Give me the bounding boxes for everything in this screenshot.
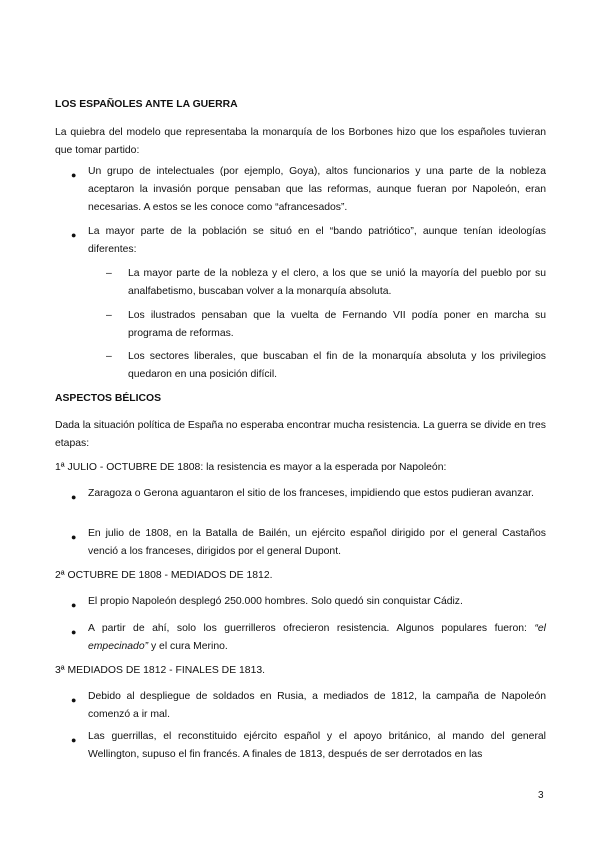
- bullet-icon: ●: [71, 492, 77, 502]
- sublist-item-nobleza: La mayor parte de la nobleza y el clero, a los que se unió la mayoría del pueblo por su analfabetismo, buscaban volver a la monarquía absoluta.: [128, 268, 546, 297]
- stage-1-title: 1ª JULIO - OCTUBRE DE 1808: la resistencia es mayor a la esperada por Napoleón:: [55, 462, 447, 473]
- list-item-afrancesados: Un grupo de intelectuales (por ejemplo, Goya), altos funcionarios y una parte de la nobleza aceptaron la invasión porque pensaban que las reformas, aunque fueran por Napoleón, eran necesarias. A estos se les conoce como “afrancesados”.: [88, 166, 546, 213]
- bullet-icon: ●: [71, 600, 77, 610]
- dash-icon: –: [106, 351, 112, 362]
- bullet-icon: ●: [71, 695, 77, 705]
- guerrilleros-text-a: A partir de ahí, solo los guerrilleros ofrecieron resistencia. Algunos populares fueron:: [88, 623, 535, 634]
- intro-paragraph-belicos: Dada la situación política de España no esperaba encontrar mucha resistencia. La guerra se divide en tres etapas:: [55, 420, 546, 449]
- list-item-rusia: Debido al despliegue de soldados en Rusia, a mediados de 1812, la campaña de Napoleón comenzó a ir mal.: [88, 691, 546, 720]
- bullet-icon: ●: [71, 170, 77, 180]
- bullet-icon: ●: [71, 230, 77, 240]
- list-item-wellington: Las guerrillas, el reconstituido ejército español y el apoyo británico, al mando del general Wellington, supuso el fin francés. A finales de 1813, después de ser derrotados en las: [88, 731, 546, 760]
- list-item-guerrilleros: [88, 620, 546, 656]
- guerrilleros-text-b: y el cura Merino.: [148, 641, 228, 652]
- list-item-bailen: En julio de 1808, en la Batalla de Bailén, un ejército español dirigido por el general Castaños venció a los franceses, dirigidos por el general Dupont.: [88, 528, 546, 557]
- dash-icon: –: [106, 268, 112, 279]
- bullet-icon: ●: [71, 532, 77, 542]
- sublist-item-ilustrados: Los ilustrados pensaban que la vuelta de Fernando VII podía poner en marcha su programa de reformas.: [128, 310, 546, 339]
- sublist-item-liberales: Los sectores liberales, que buscaban el fin de la monarquía absoluta y los privilegios quedaron en una posición difícil.: [128, 351, 546, 380]
- section-heading-aspectos-belicos: ASPECTOS BÉLICOS: [55, 393, 162, 404]
- dash-icon: –: [106, 310, 112, 321]
- page-number: 3: [538, 790, 544, 801]
- bullet-icon: ●: [71, 735, 77, 745]
- stage-3-title: 3ª MEDIADOS DE 1812 - FINALES DE 1813.: [55, 665, 266, 676]
- list-item-bando-patriotico: La mayor parte de la población se situó en el “bando patriótico”, aunque tenían ideologías diferentes:: [88, 226, 546, 255]
- section-heading-espanoles: LOS ESPAÑOLES ANTE LA GUERRA: [55, 99, 238, 110]
- stage-2-title: 2ª OCTUBRE DE 1808 - MEDIADOS DE 1812.: [55, 570, 273, 581]
- empecinado-text: “el empecinado”: [88, 623, 546, 652]
- list-item-zaragoza: Zaragoza o Gerona aguantaron el sitio de los franceses, impidiendo que estos pudieran avanzar.: [88, 488, 534, 499]
- list-item-napoleon-250000: El propio Napoleón desplegó 250.000 hombres. Solo quedó sin conquistar Cádiz.: [88, 596, 463, 607]
- intro-paragraph: La quiebra del modelo que representaba la monarquía de los Borbones hizo que los españoles tuvieran que tomar partido:: [55, 127, 546, 156]
- bullet-icon: ●: [71, 627, 77, 637]
